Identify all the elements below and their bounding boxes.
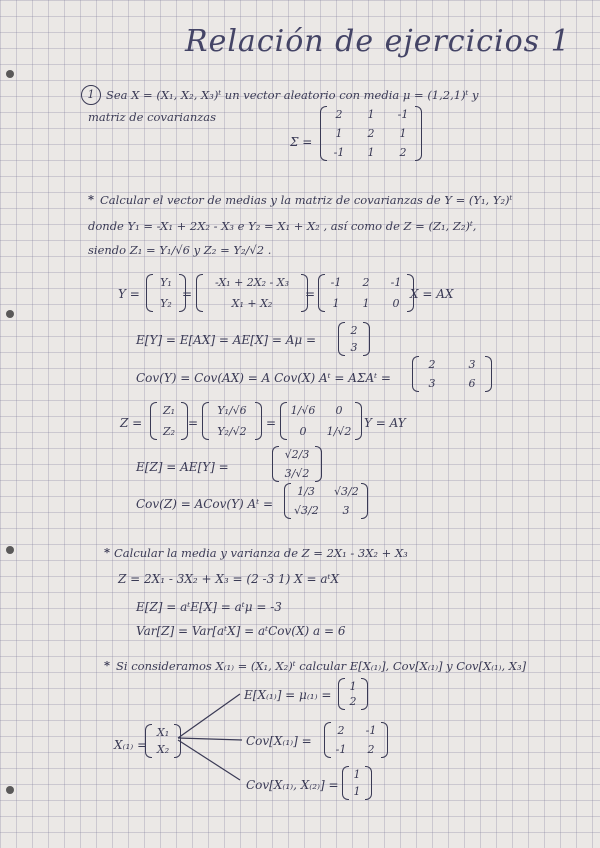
matrix-entry: -1 bbox=[397, 108, 409, 121]
matrix-entry: X₁ + X₂ bbox=[231, 297, 273, 310]
matrix-entry: 0 bbox=[299, 425, 307, 438]
task2-bullet: * bbox=[104, 545, 111, 559]
matrix-entry: 1 bbox=[367, 146, 375, 159]
sigma-label: Σ = bbox=[290, 135, 313, 149]
matrix-entry: Y₂/√2 bbox=[217, 425, 247, 438]
intro-line-2: matriz de covarianzas bbox=[88, 110, 217, 124]
matrix-entry: 1 bbox=[353, 785, 361, 798]
matrix-entry: 2 bbox=[349, 695, 357, 708]
covy-line: Cov(Y) = Cov(AX) = A Cov(X) Aᵗ = AΣAᵗ = bbox=[136, 371, 391, 385]
matrix-entry: -1 bbox=[330, 276, 342, 289]
branch2: Cov[X₍₁₎] = bbox=[246, 734, 312, 748]
task3-bullet: * bbox=[104, 658, 111, 672]
matrix-entry: 2 bbox=[362, 276, 370, 289]
matrix-entry: 3 bbox=[428, 377, 436, 390]
matrix-entry: √2/3 bbox=[284, 448, 310, 461]
ey-line: E[Y] = E[AX] = AE[X] = Aμ = bbox=[136, 333, 317, 347]
matrix-entry: 1 bbox=[367, 108, 375, 121]
intro-line-1: Sea X = (X₁, X₂, X₃)ᵗ un vector aleatorio con media μ = (1,2,1)ᵗ y bbox=[106, 88, 479, 102]
equals: = bbox=[188, 416, 199, 430]
branch3-vector bbox=[342, 766, 372, 800]
task1-bullet: * bbox=[88, 192, 95, 206]
matrix-entry: 1 bbox=[399, 127, 407, 140]
matrix-entry: √3/2 bbox=[334, 485, 359, 498]
y-def-right: X = AX bbox=[410, 287, 454, 301]
matrix-entry: -X₁ + 2X₂ - X₃ bbox=[215, 276, 289, 289]
z-def-right: Y = AY bbox=[364, 416, 406, 430]
varz-line: Var[Z] = Var[aᵗX] = aᵗCov(X) a = 6 bbox=[136, 624, 346, 638]
equals: = bbox=[305, 287, 316, 301]
covz-line: Cov(Z) = ACov(Y) Aᵗ = bbox=[136, 497, 274, 511]
matrix-entry: 3 bbox=[468, 358, 476, 371]
matrix-entry: 1 bbox=[332, 297, 340, 310]
matrix-entry: 2 bbox=[350, 324, 358, 337]
matrix-entry: X₂ bbox=[156, 743, 170, 756]
matrix-entry: Z₁ bbox=[162, 404, 176, 417]
task1-line-2: donde Y₁ = -X₁ + 2X₂ - X₃ e Y₂ = X₁ + X₂ , así como de Z = (Z₁, Z₂)ᵗ, bbox=[88, 219, 477, 233]
matrix-entry: 0 bbox=[335, 404, 343, 417]
matrix-entry: -1 bbox=[365, 724, 377, 737]
task1-line-3: siendo Z₁ = Y₁/√6 y Z₂ = Y₂/√2 . bbox=[88, 243, 272, 257]
matrix-entry: 2 bbox=[399, 146, 407, 159]
exercise-number: 1 bbox=[81, 85, 101, 105]
matrix-entry: -1 bbox=[333, 146, 345, 159]
matrix-entry: X₁ bbox=[156, 726, 170, 739]
matrix-entry: 1/√2 bbox=[326, 425, 352, 438]
matrix-entry: -1 bbox=[390, 276, 402, 289]
matrix-entry: 2 bbox=[367, 127, 375, 140]
z2-line: Z = 2X₁ - 3X₂ + X₃ = (2 -3 1) X = aᵗX bbox=[118, 572, 340, 586]
matrix-entry: -1 bbox=[335, 743, 347, 756]
matrix-entry: Y₁ bbox=[160, 276, 172, 289]
matrix-entry: 1 bbox=[335, 127, 343, 140]
matrix-entry: Y₁/√6 bbox=[217, 404, 247, 417]
matrix-entry: 1/3 bbox=[297, 485, 315, 498]
task3-line: Si consideramos X₍₁₎ = (X₁, X₂)ᵗ calcular E[X₍₁₎], Cov[X₍₁₎] y Cov[X₍₁₎, X₃] bbox=[116, 659, 527, 673]
equals: = bbox=[266, 416, 277, 430]
matrix-entry: 1/√6 bbox=[290, 404, 316, 417]
matrix-entry: 1 bbox=[353, 768, 361, 781]
equals: = bbox=[182, 287, 193, 301]
matrix-entry: Z₂ bbox=[162, 425, 176, 438]
matrix-entry: 2 bbox=[337, 724, 345, 737]
matrix-entry: 3/√2 bbox=[284, 467, 310, 480]
branch2-matrix bbox=[324, 722, 388, 758]
y-def-left: Y = bbox=[118, 287, 140, 301]
matrix-entry: 3 bbox=[342, 504, 350, 517]
matrix-entry: Y₂ bbox=[160, 297, 172, 310]
ez2-line: E[Z] = aᵗE[X] = aᵗμ = -3 bbox=[136, 600, 282, 614]
matrix-entry: √3/2 bbox=[294, 504, 319, 517]
x1-def: X₍₁₎ = bbox=[114, 738, 148, 752]
matrix-entry: 2 bbox=[335, 108, 343, 121]
matrix-entry: 1 bbox=[362, 297, 370, 310]
task1-line-1: Calcular el vector de medias y la matriz de covarianzas de Y = (Y₁, Y₂)ᵗ bbox=[100, 193, 513, 207]
branch1: E[X₍₁₎] = μ₍₁₎ = bbox=[244, 688, 332, 702]
matrix-entry: 3 bbox=[350, 341, 358, 354]
matrix-entry: 6 bbox=[468, 377, 476, 390]
page-title: Relación de ejercicios 1 bbox=[185, 24, 571, 59]
matrix-entry: 0 bbox=[392, 297, 400, 310]
ez-line: E[Z] = AE[Y] = bbox=[136, 460, 229, 474]
matrix-entry: 2 bbox=[367, 743, 375, 756]
matrix-entry: 1 bbox=[349, 680, 357, 693]
matrix-entry: 2 bbox=[428, 358, 436, 371]
task2-line: Calcular la media y varianza de Z = 2X₁ - 3X₂ + X₃ bbox=[114, 546, 408, 560]
branch3: Cov[X₍₁₎, X₍₂₎] = bbox=[246, 778, 339, 792]
z-def-left: Z = bbox=[120, 416, 143, 430]
